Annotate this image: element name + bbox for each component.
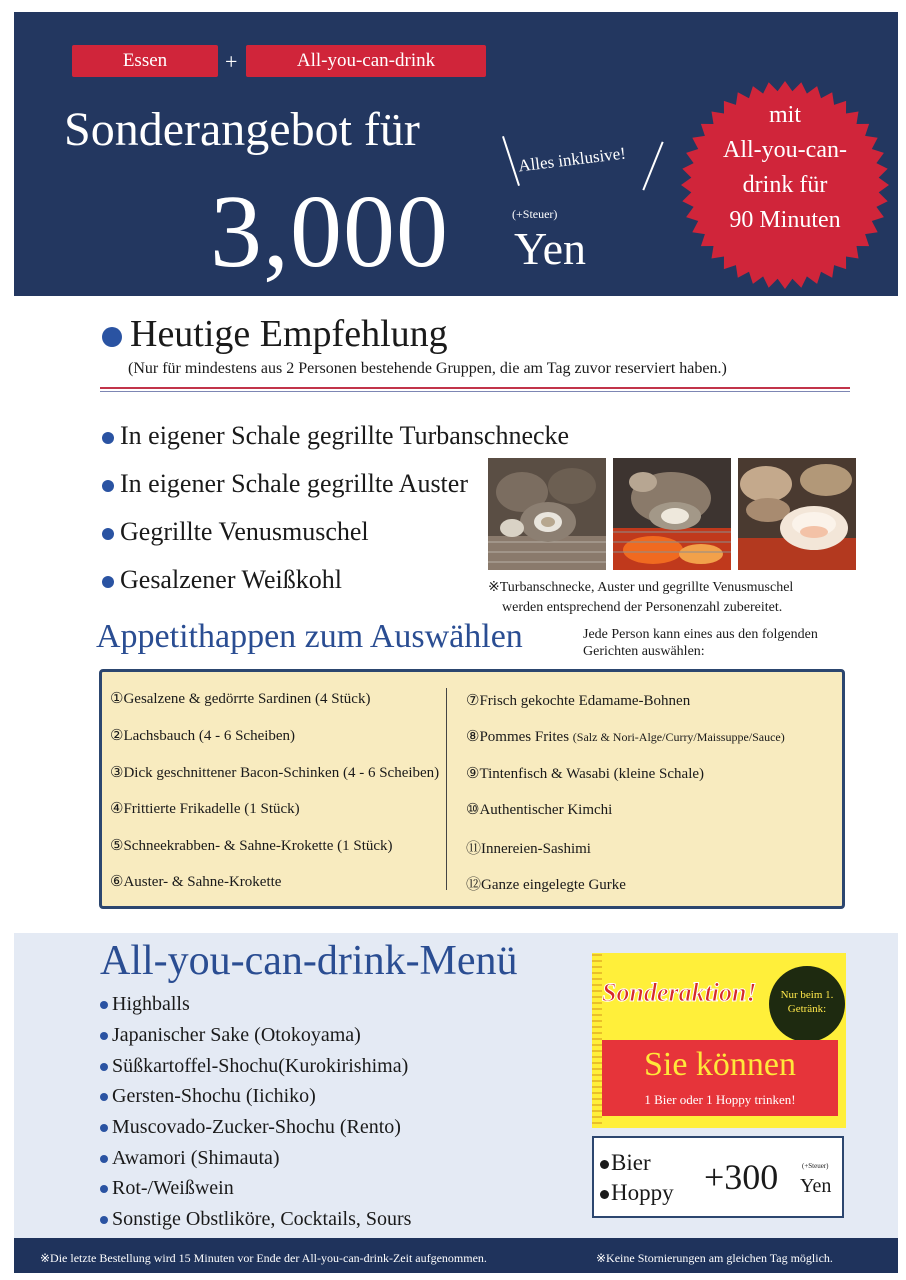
extra-currency: Yen: [800, 1175, 832, 1197]
photo-note-line: werden entsprechend der Personenzahl zubereitet.: [502, 600, 783, 615]
bullet-icon: [102, 432, 114, 444]
recommendation-title-text: Heutige Empfehlung: [130, 313, 448, 355]
column-divider: [446, 688, 447, 890]
drink-item-text: Awamori (Shimauta): [112, 1147, 280, 1169]
bullet-icon: [102, 528, 114, 540]
footer-note-last-order: ※Die letzte Bestellung wird 15 Minuten vor Ende der All-you-can-drink-Zeit aufgenommen.: [40, 1251, 487, 1265]
bullet-icon: [600, 1160, 609, 1169]
appetizer-item: [110, 872, 281, 891]
drink-item: [100, 1208, 411, 1231]
appetizer-item: [110, 726, 295, 745]
bullet-icon: [100, 1032, 108, 1040]
burst-text: [680, 98, 890, 238]
bullet-icon: [100, 1063, 108, 1071]
divider-blue: [100, 391, 850, 392]
bullet-icon: [102, 480, 114, 492]
appetizers-note-line: Jede Person kann eines aus den folgenden: [583, 627, 818, 642]
bullet-icon: [100, 1155, 108, 1163]
recommendation-item: [102, 517, 369, 547]
first-drink-line: Getränk:: [787, 1003, 827, 1015]
appetizer-item: [466, 764, 704, 783]
appetizer-item: [466, 837, 591, 858]
appetizer-item-text: ⑨Tintenfisch & Wasabi (kleine Schale): [466, 766, 705, 782]
appetizer-item-text: ⑪Innereien-Sashimi: [466, 841, 591, 857]
drink-item: [100, 1055, 408, 1078]
inclusive-note: Alles inklusive!: [517, 143, 627, 176]
offer-headline: Sonderangebot für: [64, 103, 420, 156]
drink-item-text: Sonstige Obstliköre, Cocktails, Sours: [112, 1208, 412, 1230]
recommendation-item-text: In eigener Schale gegrillte Turbanschnecke: [120, 421, 570, 450]
appetizer-item: [466, 727, 785, 746]
appetizer-item-text: ⑫Ganze eingelegte Gurke: [466, 877, 626, 893]
first-drink-text: [769, 988, 845, 1016]
appetizers-title: Appetithappen zum Auswählen: [96, 618, 523, 655]
recommendation-note: (Nur für mindestens aus 2 Personen bestehende Gruppen, die am Tag zuvor reserviert haben.): [128, 360, 727, 377]
appetizer-item-text: ①Gesalzene & gedörrte Sardinen (4 Stück): [110, 691, 371, 707]
appetizer-item: [110, 836, 393, 855]
drink-item: [100, 1147, 280, 1170]
appetizer-item-text: ②Lachsbauch (4 - 6 Scheiben): [110, 728, 296, 744]
drink-tag: All-you-can-drink: [246, 45, 486, 77]
appetizer-item-text: ⑥Auster- & Sahne-Krokette: [110, 874, 282, 890]
drink-item-text: Rot-/Weißwein: [112, 1177, 234, 1199]
bullet-icon: [100, 1093, 108, 1101]
recommendation-item-text: Gegrillte Venusmuschel: [120, 517, 369, 546]
currency-label: Yen: [514, 223, 587, 274]
divider-red: [100, 387, 850, 389]
appetizer-item: [466, 691, 690, 710]
appetizer-item-text: ⑧Pommes Frites: [466, 729, 573, 745]
promo-offer-subtitle: 1 Bier oder 1 Hoppy trinken!: [644, 1092, 796, 1107]
burst-line: drink für: [742, 172, 828, 198]
burst-line: 90 Minuten: [729, 207, 841, 233]
recommendation-item-text: Gesalzener Weißkohl: [120, 565, 342, 594]
bullet-icon: [102, 327, 122, 347]
drink-item: [100, 1116, 401, 1139]
drink-item: [100, 1177, 234, 1200]
appetizer-item: [466, 800, 612, 819]
drink-item-text: Highballs: [112, 993, 190, 1015]
appetizer-item-text: ⑤Schneekrabben- & Sahne-Krokette (1 Stück): [110, 838, 393, 854]
drink-item: [100, 1085, 316, 1108]
drink-item-text: Gersten-Shochu (Iichiko): [112, 1085, 316, 1107]
hoppy-option: [600, 1180, 674, 1206]
turban-snail-photo: [488, 458, 606, 570]
recommendation-item: [102, 469, 468, 499]
burst-line: All-you-can-: [723, 137, 847, 163]
appetizer-item-detail: (Salz & Nori-Alge/Curry/Maissuppe/Sauce): [572, 730, 785, 744]
bullet-icon: [100, 1185, 108, 1193]
bullet-icon: [102, 576, 114, 588]
promo-offer-title: Sie können: [643, 1046, 797, 1083]
offer-price: 3,000: [210, 174, 449, 289]
beer-option-text: Bier: [611, 1150, 651, 1175]
appetizer-item-text: ⑩Authentischer Kimchi: [466, 802, 613, 818]
tax-note: (+Steuer): [512, 207, 558, 221]
clam-photo: [738, 458, 856, 570]
drink-item: [100, 1024, 361, 1047]
bullet-icon: [100, 1001, 108, 1009]
promo-stripe: [592, 953, 602, 1128]
photo-note: [488, 578, 848, 618]
beer-option: [600, 1150, 651, 1176]
recommendation-item: [102, 565, 342, 595]
appetizers-note: [583, 626, 818, 660]
drink-menu-title: All-you-can-drink-Menü: [100, 938, 518, 984]
bullet-icon: [100, 1216, 108, 1224]
appetizer-item: [110, 763, 439, 782]
bullet-icon: [100, 1124, 108, 1132]
drink-item: [100, 993, 190, 1016]
hoppy-option-text: Hoppy: [611, 1180, 674, 1205]
drink-item-text: Muscovado-Zucker-Shochu (Rento): [112, 1116, 401, 1138]
oyster-grill-photo: [613, 458, 731, 570]
bullet-icon: [600, 1190, 609, 1199]
appetizer-item: [110, 689, 370, 708]
recommendation-item: [102, 421, 569, 451]
photo-note-line: ※Turbanschnecke, Auster und gegrillte Venusmuschel: [488, 580, 794, 595]
appetizers-note-line: Gerichten auswählen:: [583, 644, 705, 659]
extra-tax-note: (+Steuer): [802, 1162, 829, 1170]
recommendation-item-text: In eigener Schale gegrillte Auster: [120, 469, 468, 498]
drink-item-text: Japanischer Sake (Otokoyama): [112, 1024, 361, 1046]
appetizer-item: [466, 873, 626, 894]
appetizer-item: [110, 799, 300, 818]
promo-label: Sonderaktion!: [602, 978, 757, 1007]
appetizer-item-text: ④Frittierte Frikadelle (1 Stück): [110, 801, 300, 817]
burst-line: mit: [768, 102, 801, 128]
food-tag: Essen: [72, 45, 218, 77]
recommendation-title: [102, 312, 448, 356]
extra-price: +300: [704, 1157, 779, 1197]
plus-sign: +: [225, 49, 238, 74]
first-drink-line: Nur beim 1.: [780, 989, 834, 1001]
appetizer-item-text: ③Dick geschnittener Bacon-Schinken (4 - 6 Scheiben): [110, 765, 440, 781]
appetizer-item-text: ⑦Frisch gekochte Edamame-Bohnen: [466, 693, 691, 709]
footer-note-cancellation: ※Keine Stornierungen am gleichen Tag möglich.: [596, 1251, 833, 1265]
drink-item-text: Süßkartoffel-Shochu(Kurokirishima): [112, 1055, 409, 1077]
